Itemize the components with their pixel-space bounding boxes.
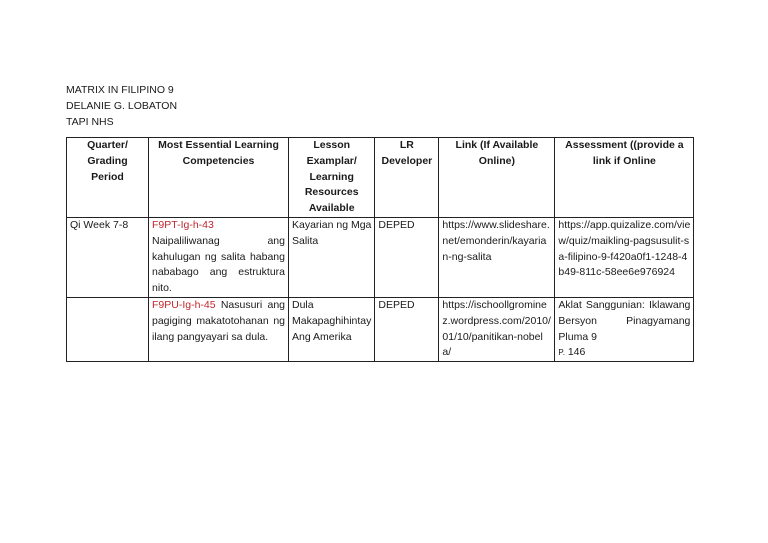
cell-lesson: Kayarian ng Mga Salita	[289, 217, 375, 297]
column-header-assessment: Assessment ((provide a link if Online	[555, 138, 694, 218]
cell-assessment[interactable]: https://app.quizalize.com/view/quiz/maikling-pagsusulit-sa-filipino-9-f420a0f1-1248-4b49-811c-58ee6e976924	[555, 217, 694, 297]
competency-code: F9PT-Ig-h-43	[152, 218, 214, 231]
school-name: TAPI NHS	[66, 116, 114, 128]
cell-assessment	[555, 297, 694, 361]
document-header	[66, 82, 177, 130]
page-number: 146	[567, 346, 586, 359]
column-header-lesson: Lesson Examplar/ Learning Resources Available	[289, 138, 375, 218]
table-row	[67, 217, 694, 297]
page-prefix: P.	[558, 348, 565, 358]
column-header-quarter: Quarter/ Grading Period	[67, 138, 149, 218]
cell-competency	[149, 217, 289, 297]
table-header-row	[67, 138, 694, 218]
assessment-text: Aklat Sanggunian: Iklawang Bersyon Pinagyamang Pluma 9	[558, 298, 691, 343]
cell-developer: DEPED	[375, 217, 439, 297]
author-name: DELANIE G. LOBATON	[66, 100, 178, 112]
cell-developer: DEPED	[375, 297, 439, 361]
column-header-developer: LR Developer	[375, 138, 439, 218]
cell-link[interactable]: https://www.slideshare.net/emonderin/kayarian-ng-salita	[439, 217, 555, 297]
competency-text: Naipaliliwanag ang kahulugan ng salita habang nababago ang estruktura nito.	[152, 234, 285, 295]
matrix-table	[66, 137, 694, 362]
competency-text: Nasusuri ang pagiging makatotohanan ng ilang pangyayari sa dula.	[152, 298, 285, 343]
document-title: MATRIX IN FILIPINO 9	[66, 84, 174, 96]
cell-lesson: Dula Makapaghihintay Ang Amerika	[289, 297, 375, 361]
column-header-competencies: Most Essential Learning Competencies	[149, 138, 289, 218]
cell-link[interactable]: https://ischoollgrominez.wordpress.com/2010/01/10/panitikan-nobela/	[439, 297, 555, 361]
cell-quarter: Qi Week 7-8	[67, 217, 149, 297]
competency-code: F9PU-Ig-h-45	[152, 298, 216, 311]
cell-quarter	[67, 297, 149, 361]
cell-competency	[149, 297, 289, 361]
table-row	[67, 297, 694, 361]
column-header-link: Link (If Available Online)	[439, 138, 555, 218]
